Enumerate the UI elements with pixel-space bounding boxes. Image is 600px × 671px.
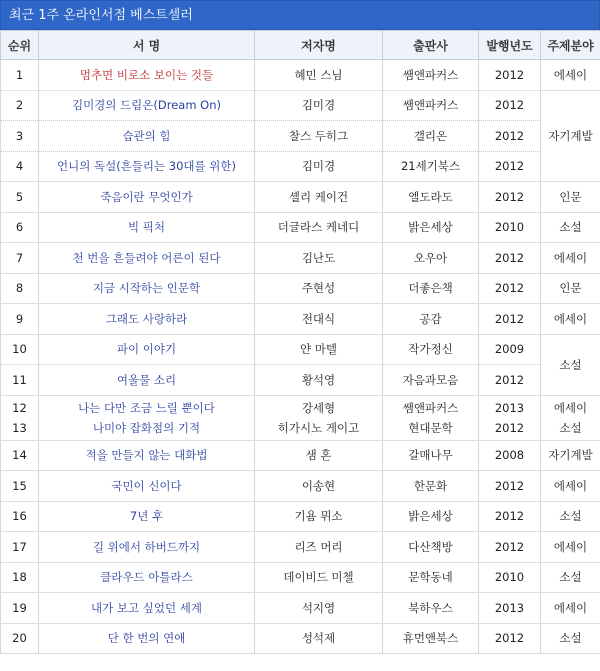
genre-cell: 소설 (541, 562, 600, 593)
rank-cell: 13 (12, 420, 27, 435)
publisher-cell: 오우아 (383, 243, 479, 274)
author-cell: 혜민 스님 (255, 60, 383, 91)
year-cell: 2012 (479, 90, 541, 121)
genre-cell: 자기계발 (541, 440, 600, 471)
table-row (1, 304, 600, 335)
publisher-cell: 자음과모음 (383, 365, 479, 396)
author-cell: 황석영 (255, 365, 383, 396)
rank-cell: 20 (1, 623, 39, 654)
table-row (1, 273, 600, 304)
genre-cell: 에세이 (541, 304, 600, 335)
publisher-cell: 휴먼앤북스 (383, 623, 479, 654)
rank-cell: 8 (1, 273, 39, 304)
genre-cell: 인문 (541, 273, 600, 304)
publisher-cell: 엘도라도 (383, 182, 479, 213)
author-cell: 강세형 (301, 400, 336, 415)
author-cell: 전대식 (255, 304, 383, 335)
rank-cell: 6 (1, 212, 39, 243)
year-cell: 2010 (479, 562, 541, 593)
year-cell: 2009 (479, 334, 541, 365)
year-cell: 2012 (479, 623, 541, 654)
book-title-link[interactable]: 나미야 잡화점의 기적 (92, 420, 201, 435)
publisher-cell: 공감 (383, 304, 479, 335)
author-cell: 기욤 뮈소 (255, 501, 383, 532)
book-title-link[interactable]: 클라우드 아틀라스 (39, 562, 255, 593)
table-row (1, 212, 600, 243)
table-row (1, 365, 600, 396)
table-row (1, 60, 600, 91)
genre-cell: 에세이 (541, 593, 600, 624)
genre-cell: 에세이 (541, 60, 600, 91)
rank-cell: 2 (1, 90, 39, 121)
book-title-link[interactable]: 지금 시작하는 인문학 (39, 273, 255, 304)
genre-cell: 소설 (541, 623, 600, 654)
genre-cell: 소설 (541, 212, 600, 243)
table-row (1, 623, 600, 654)
rank-cell: 7 (1, 243, 39, 274)
table-row (1, 334, 600, 365)
rank-cell: 15 (1, 471, 39, 502)
rank-cell: 1 (1, 60, 39, 91)
author-cell: 주현성 (255, 273, 383, 304)
rank-cell: 17 (1, 532, 39, 563)
author-cell: 셸리 케이건 (255, 182, 383, 213)
publisher-cell: 더좋은책 (383, 273, 479, 304)
year-cell: 2012 (479, 60, 541, 91)
publisher-cell: 쌤앤파커스 (383, 60, 479, 91)
author-cell: 얀 마텔 (255, 334, 383, 365)
book-title-link[interactable]: 멈추면 비로소 보이는 것들 (39, 60, 255, 91)
publisher-cell: 문학동네 (383, 562, 479, 593)
year-cell: 2012 (479, 501, 541, 532)
publisher-cell: 다산책방 (383, 532, 479, 563)
genre-cell: 에세이 (541, 243, 600, 274)
book-title-pair (39, 395, 255, 440)
book-title-link[interactable]: 나는 다만 조금 느릴 뿐이다 (78, 400, 215, 415)
author-cell-pair (255, 395, 383, 440)
col-header-genre: 주제분야 (541, 31, 600, 60)
table-header-row (1, 31, 600, 60)
year-cell: 2008 (479, 440, 541, 471)
panel-title: 최근 1주 온라인서점 베스트셀러 (0, 0, 600, 30)
book-title-link[interactable]: 길 위에서 하버드까지 (39, 532, 255, 563)
table-row (1, 532, 600, 563)
book-title-link[interactable]: 죽음이란 무엇인가 (39, 182, 255, 213)
author-cell: 석지영 (255, 593, 383, 624)
table-row (1, 182, 600, 213)
author-cell: 샘 혼 (255, 440, 383, 471)
book-title-link[interactable]: 빅 픽처 (39, 212, 255, 243)
rank-cell: 12 (12, 400, 27, 415)
author-cell: 김미경 (255, 90, 383, 121)
publisher-cell: 쌤앤파커스 (402, 400, 459, 415)
col-header-year: 발행년도 (479, 31, 541, 60)
year-cell: 2012 (479, 471, 541, 502)
table-row (1, 151, 600, 182)
genre-cell: 인문 (541, 182, 600, 213)
book-title-link[interactable]: 파이 이야기 (39, 334, 255, 365)
publisher-cell: 밝은세상 (383, 212, 479, 243)
rank-cell: 11 (1, 365, 39, 396)
year-cell: 2012 (479, 304, 541, 335)
book-title-link[interactable]: 국민이 신이다 (39, 471, 255, 502)
rank-cell: 14 (1, 440, 39, 471)
publisher-cell-pair (383, 395, 479, 440)
genre-cell: 소설 (541, 334, 600, 395)
table-row (1, 90, 600, 121)
book-title-link[interactable]: 그래도 사랑하라 (39, 304, 255, 335)
book-title-link[interactable]: 단 한 번의 연애 (39, 623, 255, 654)
col-header-author: 저자명 (255, 31, 383, 60)
author-cell: 더글라스 케네디 (255, 212, 383, 243)
year-cell: 2012 (479, 151, 541, 182)
genre-cell: 자기계발 (541, 90, 600, 182)
year-cell: 2010 (479, 212, 541, 243)
table-row (1, 243, 600, 274)
year-cell: 2012 (479, 121, 541, 152)
publisher-cell: 갈매나무 (383, 440, 479, 471)
genre-cell: 소설 (559, 420, 582, 435)
table-row (1, 562, 600, 593)
col-header-title: 서 명 (39, 31, 255, 60)
book-title-link[interactable]: 습관의 힘 (39, 121, 255, 152)
table-row (1, 501, 600, 532)
rank-cell: 5 (1, 182, 39, 213)
book-title-link[interactable]: 여울물 소리 (39, 365, 255, 396)
genre-cell: 에세이 (553, 400, 588, 415)
book-title-link[interactable]: 언니의 독설(흔들리는 30대를 위한) (39, 151, 255, 182)
table-row (1, 440, 600, 471)
year-cell: 2012 (479, 182, 541, 213)
table-row (1, 121, 600, 152)
publisher-cell: 쌤앤파커스 (383, 90, 479, 121)
year-cell: 2012 (479, 243, 541, 274)
author-cell: 이송현 (255, 471, 383, 502)
publisher-cell: 현대문학 (408, 420, 453, 435)
publisher-cell: 21세기북스 (383, 151, 479, 182)
genre-cell: 에세이 (541, 471, 600, 502)
publisher-cell: 북하우스 (383, 593, 479, 624)
rank-cell: 4 (1, 151, 39, 182)
rank-cell: 10 (1, 334, 39, 365)
rank-cell: 18 (1, 562, 39, 593)
year-cell: 2012 (494, 420, 525, 435)
publisher-cell: 한문화 (383, 471, 479, 502)
author-cell: 히가시노 게이고 (277, 420, 360, 435)
col-header-publisher: 출판사 (383, 31, 479, 60)
author-cell: 데이비드 미첼 (255, 562, 383, 593)
year-cell-pair (479, 395, 541, 440)
rank-cell: 9 (1, 304, 39, 335)
rank-cell-pair (1, 395, 39, 440)
publisher-cell: 작가정신 (383, 334, 479, 365)
book-title-link[interactable]: 적을 만들지 않는 대화법 (39, 440, 255, 471)
col-header-rank: 순위 (1, 31, 39, 60)
year-cell: 2012 (479, 532, 541, 563)
rank-cell: 16 (1, 501, 39, 532)
table-row (1, 395, 600, 440)
author-cell: 김난도 (255, 243, 383, 274)
author-cell: 김미경 (255, 151, 383, 182)
rank-cell: 3 (1, 121, 39, 152)
table-row (1, 593, 600, 624)
book-title-link[interactable]: 천 번을 흔들려야 어른이 된다 (39, 243, 255, 274)
author-cell: 리즈 머리 (255, 532, 383, 563)
bestseller-table (0, 30, 600, 654)
year-cell: 2012 (479, 365, 541, 396)
year-cell: 2013 (479, 593, 541, 624)
book-title-link[interactable]: 김미경의 드림온(Dream On) (39, 90, 255, 121)
table-row (1, 471, 600, 502)
author-cell: 성석제 (255, 623, 383, 654)
book-title-link[interactable]: 내가 보고 싶었던 세계 (39, 593, 255, 624)
genre-cell-pair (541, 395, 600, 440)
genre-cell: 소설 (541, 501, 600, 532)
author-cell: 찰스 두히그 (255, 121, 383, 152)
year-cell: 2012 (479, 273, 541, 304)
genre-cell: 에세이 (541, 532, 600, 563)
year-cell: 2013 (494, 400, 525, 415)
book-title-link[interactable]: 7년 후 (39, 501, 255, 532)
publisher-cell: 갤리온 (383, 121, 479, 152)
rank-cell: 19 (1, 593, 39, 624)
publisher-cell: 밝은세상 (383, 501, 479, 532)
